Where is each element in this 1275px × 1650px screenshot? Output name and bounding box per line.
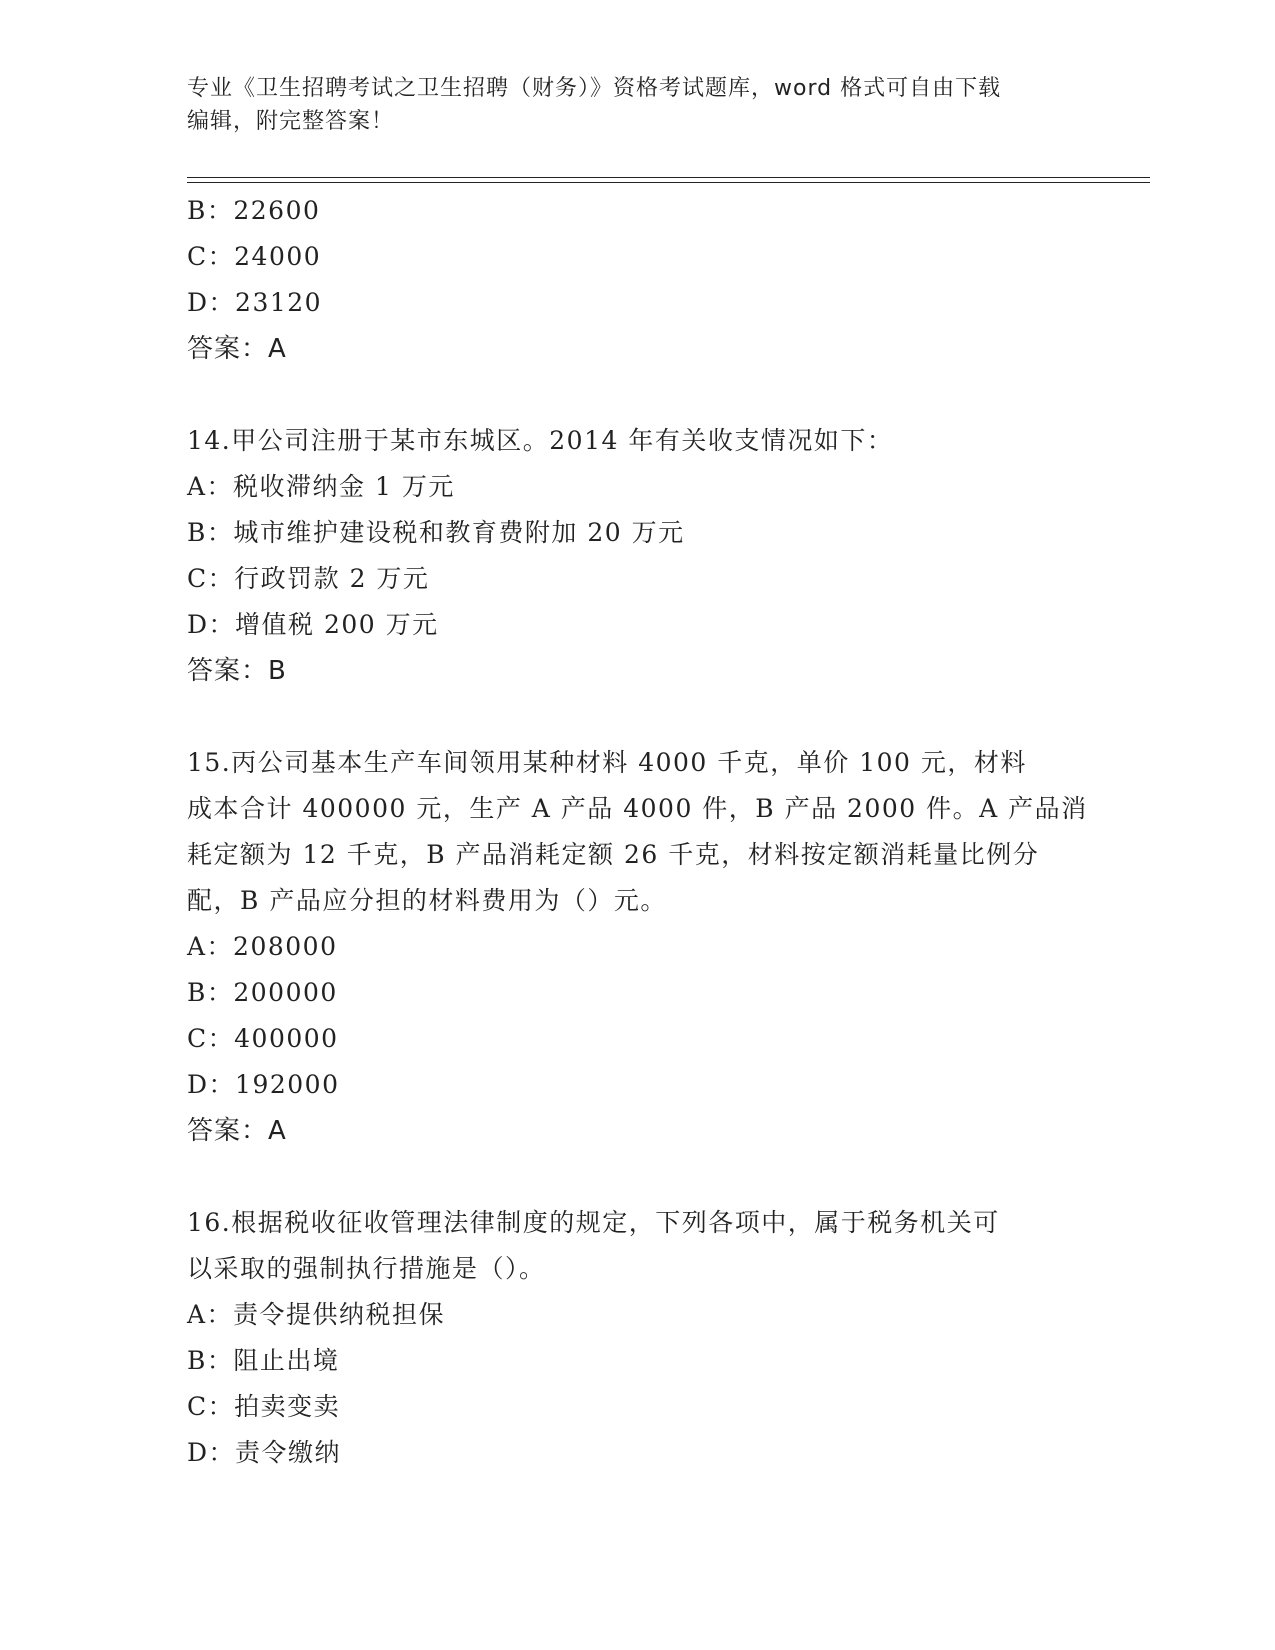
header-rule-top bbox=[187, 177, 1150, 178]
header-line-2: 编辑，附完整答案！ bbox=[187, 109, 395, 134]
option-a: A：税收滞纳金 1 万元 bbox=[187, 472, 455, 501]
option-d: D：192000 bbox=[187, 1070, 340, 1099]
question-14 bbox=[187, 418, 1087, 694]
option-b: B：阻止出境 bbox=[187, 1346, 340, 1375]
answer-line: 答案：A bbox=[187, 1116, 287, 1146]
question-stem: 14.甲公司注册于某市东城区。2014 年有关收支情况如下： bbox=[187, 426, 894, 455]
question-stem-line-4: 配，B 产品应分担的材料费用为（）元。 bbox=[187, 886, 667, 915]
header-rule-bottom bbox=[187, 182, 1150, 183]
question-16 bbox=[187, 1200, 1087, 1476]
question-stem-line-3: 耗定额为 12 千克，B 产品消耗定额 26 千克，材料按定额消耗量比例分 bbox=[187, 840, 1040, 869]
question-stem-line-1: 15.丙公司基本生产车间领用某种材料 4000 千克，单价 100 元，材料 bbox=[187, 748, 1027, 777]
question-13-continued bbox=[187, 188, 1087, 372]
option-d: D：责令缴纳 bbox=[187, 1438, 342, 1467]
option-d: D：增值税 200 万元 bbox=[187, 610, 439, 639]
option-d: D：23120 bbox=[187, 288, 323, 317]
answer-line: 答案：A bbox=[187, 334, 287, 364]
option-c: C：24000 bbox=[187, 242, 322, 271]
option-b: B：城市维护建设税和教育费附加 20 万元 bbox=[187, 518, 685, 547]
document-body bbox=[187, 188, 1087, 1476]
option-c: C：400000 bbox=[187, 1024, 339, 1053]
option-c: C：行政罚款 2 万元 bbox=[187, 564, 430, 593]
option-c: C：拍卖变卖 bbox=[187, 1392, 341, 1421]
option-b: B：22600 bbox=[187, 196, 321, 225]
question-stem-line-2: 成本合计 400000 元，生产 A 产品 4000 件，B 产品 2000 件。A 产品消 bbox=[187, 794, 1088, 823]
option-a: A：208000 bbox=[187, 932, 338, 961]
answer-line: 答案：B bbox=[187, 656, 287, 686]
header-line-1: 专业《卫生招聘考试之卫生招聘（财务）》资格考试题库，word 格式可自由下载 bbox=[187, 76, 1002, 101]
option-b: B：200000 bbox=[187, 978, 338, 1007]
question-stem-line-2: 以采取的强制执行措施是（）。 bbox=[187, 1254, 546, 1283]
option-a: A：责令提供纳税担保 bbox=[187, 1300, 446, 1329]
question-stem-line-1: 16.根据税收征收管理法律制度的规定，下列各项中，属于税务机关可 bbox=[187, 1208, 1000, 1237]
document-header bbox=[187, 72, 1067, 138]
question-15 bbox=[187, 740, 1087, 1154]
